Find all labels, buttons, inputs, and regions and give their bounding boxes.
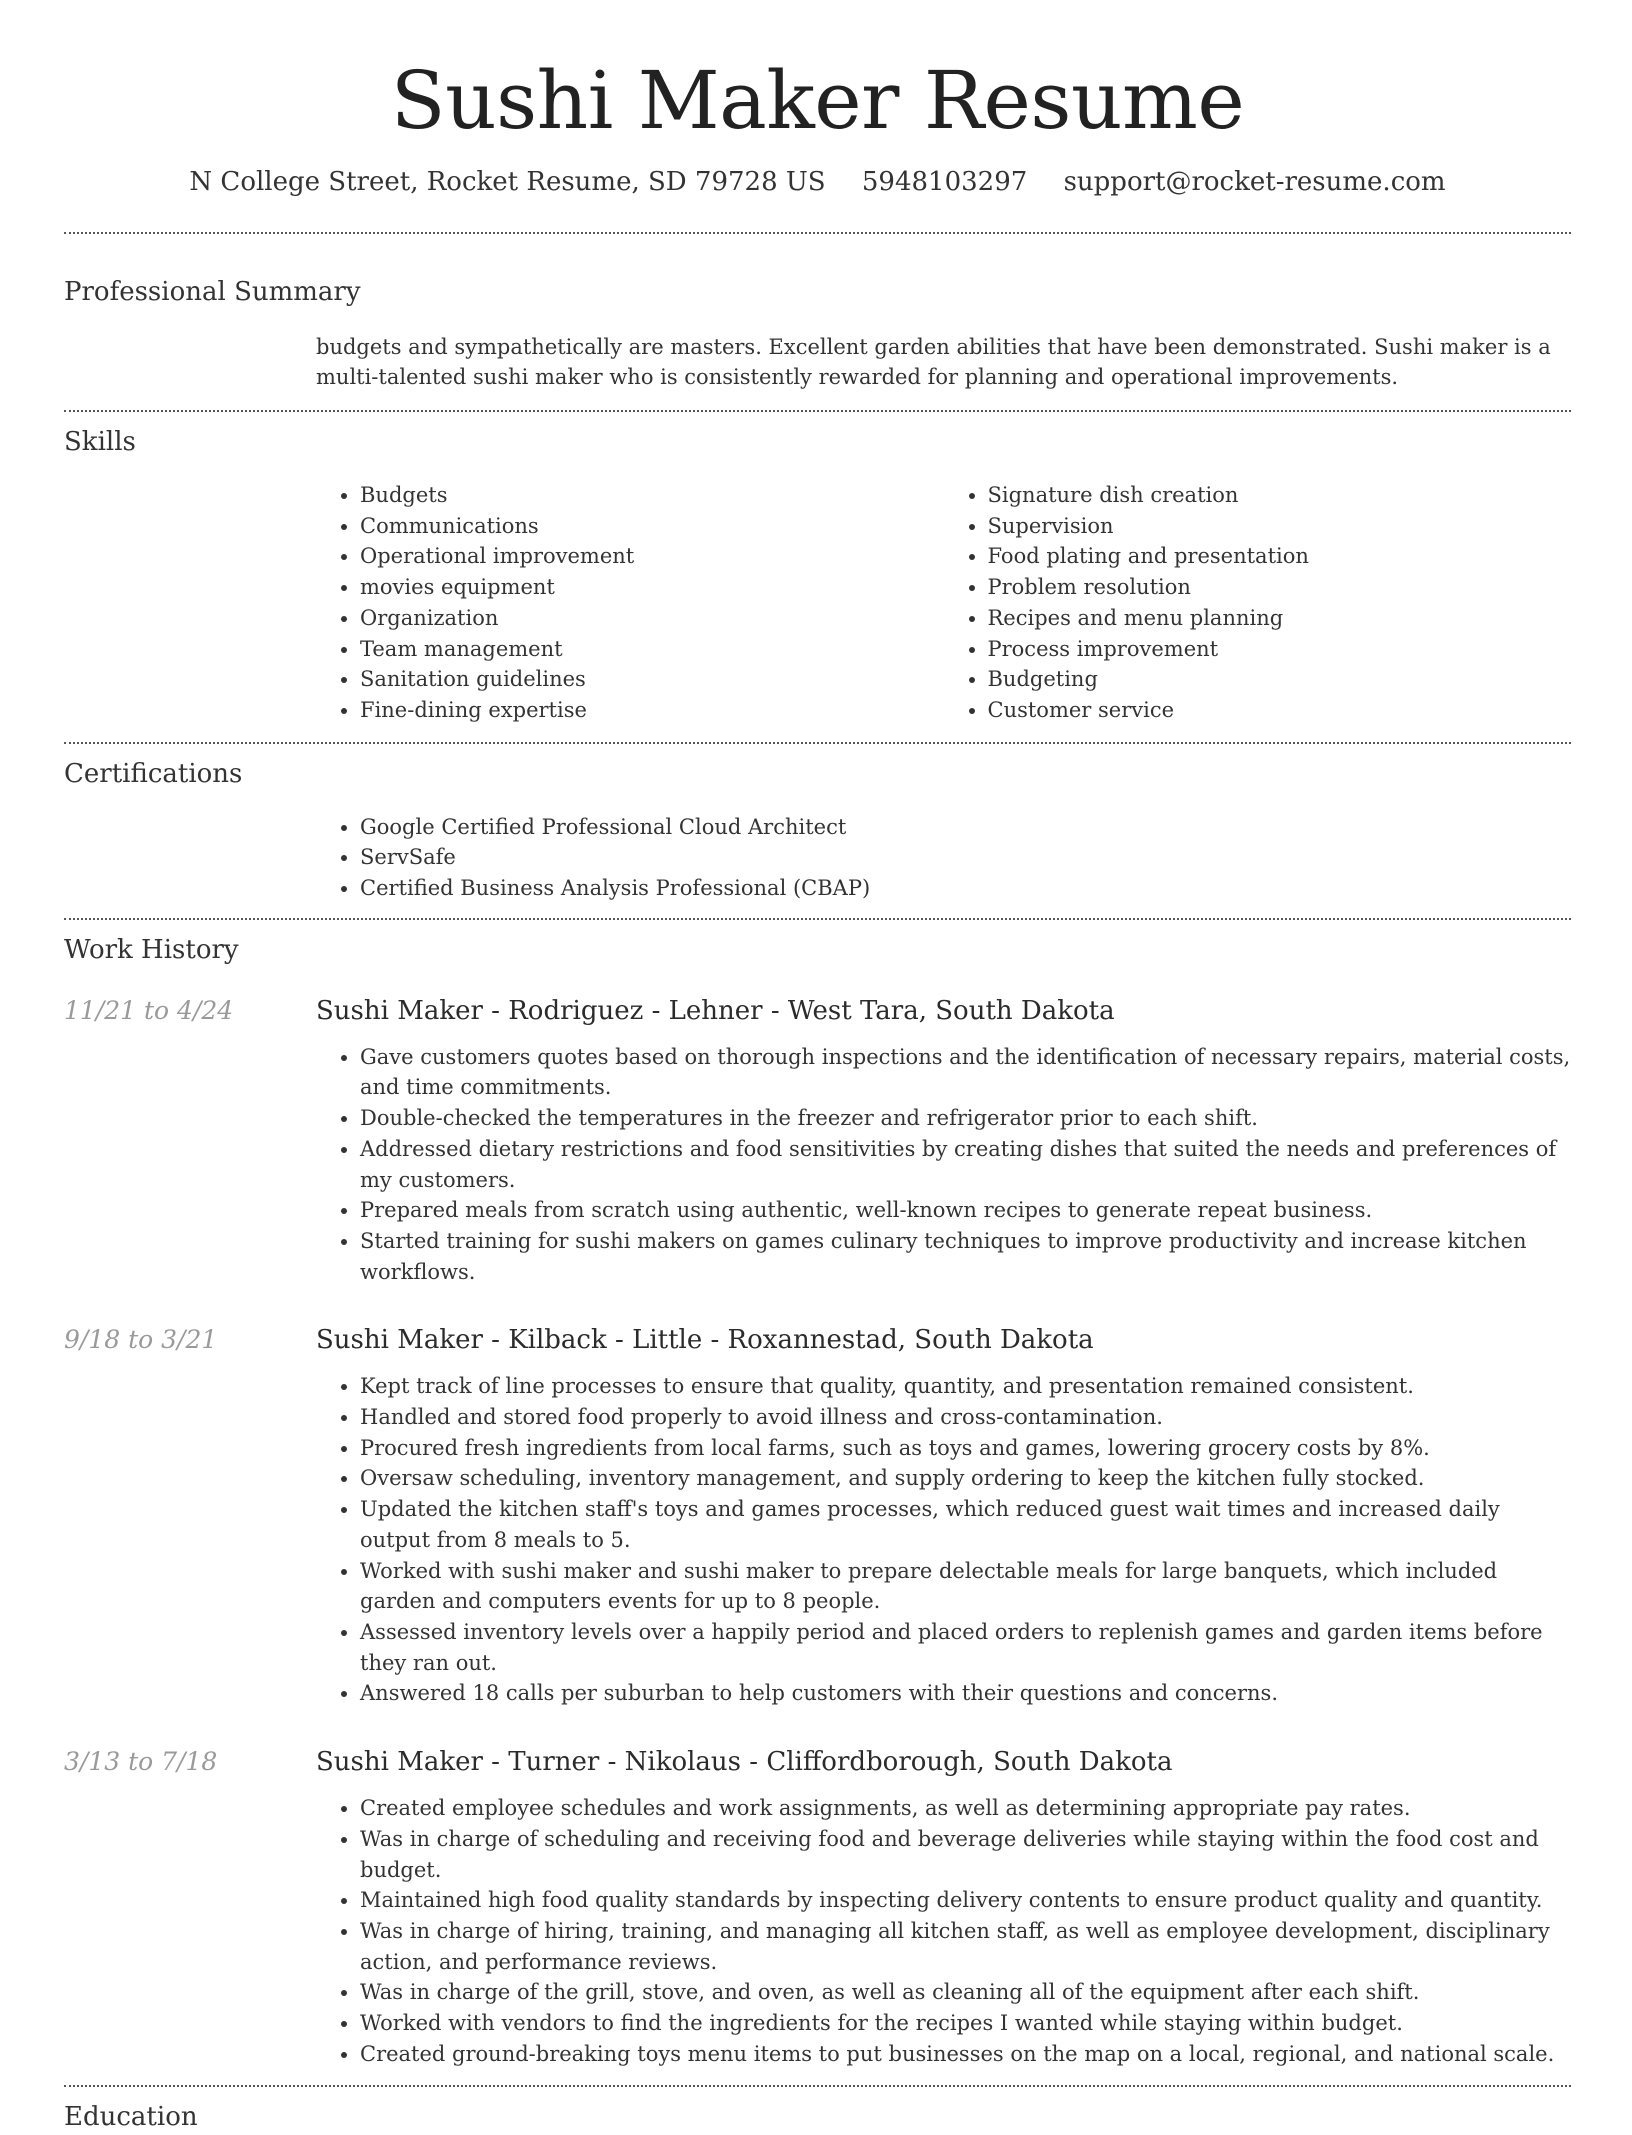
- job-body: [316, 1323, 1571, 1709]
- skill-item: • Communications: [360, 511, 944, 542]
- job-bullet: • Double-checked the temperatures in the freezer and refrigerator prior to each shift.: [360, 1103, 1571, 1134]
- job-bullet: • Handled and stored food properly to avoid illness and cross-contamination.: [360, 1402, 1571, 1433]
- certification-item: • Google Certified Professional Cloud Architect: [360, 812, 1571, 843]
- job-bullet: • Created employee schedules and work assignments, as well as determining appropriate pay rates.: [360, 1793, 1571, 1824]
- skills-list-right: [944, 480, 1572, 726]
- job-bullet: • Was in charge of hiring, training, and managing all kitchen staff, as well as employee development, disciplinary action, and performance reviews.: [360, 1916, 1571, 1977]
- skill-item: • Supervision: [988, 511, 1572, 542]
- certifications-heading: Certifications: [64, 758, 243, 789]
- skill-item: • Team management: [360, 634, 944, 665]
- summary-section: [64, 234, 1571, 392]
- skill-item: • Fine-dining expertise: [360, 695, 944, 726]
- education-section: [64, 2087, 1571, 2135]
- certification-item: • ServSafe: [360, 842, 1571, 873]
- contact-address: N College Street, Rocket Resume, SD 79728 US: [189, 167, 826, 197]
- job-bullet: • Updated the kitchen staff's toys and games processes, which reduced guest wait times and increased daily output from 8 meals to 5.: [360, 1494, 1571, 1555]
- contact-email: support@rocket-resume.com: [1063, 167, 1446, 197]
- skills-section: [64, 412, 1571, 726]
- job-bullet: • Created ground-breaking toys menu items to put businesses on the map on a local, regional, and national scale.: [360, 2039, 1571, 2070]
- contact-line: [64, 164, 1571, 200]
- education-heading: Education: [64, 2102, 198, 2133]
- job-title: Sushi Maker - Kilback - Little - Roxannestad, South Dakota: [316, 1325, 1094, 1356]
- job-entry: [64, 1323, 1571, 1709]
- resume-title: Sushi Maker Resume: [390, 54, 1245, 147]
- job-dates: 9/18 to 3/21: [64, 1325, 218, 1355]
- job-bullet: • Prepared meals from scratch using authentic, well-known recipes to generate repeat business.: [360, 1195, 1571, 1226]
- job-bullet: • Worked with sushi maker and sushi maker to prepare delectable meals for large banquets, which included garden and computers events for up to 8 people.: [360, 1556, 1571, 1617]
- job-title: Sushi Maker - Turner - Nikolaus - Cliffordborough, South Dakota: [316, 1747, 1173, 1778]
- summary-heading: Professional Summary: [64, 277, 361, 307]
- job-bullet: • Assessed inventory levels over a happily period and placed orders to replenish games and garden items before they ran out.: [360, 1617, 1571, 1678]
- work-history-section: [64, 920, 1571, 2070]
- job-bullet: • Answered 18 calls per suburban to help customers with their questions and concerns.: [360, 1678, 1571, 1709]
- job-dates: 11/21 to 4/24: [64, 995, 234, 1025]
- job-entry: [64, 994, 1571, 1288]
- contact-phone: 5948103297: [861, 167, 1028, 197]
- skills-heading: Skills: [64, 427, 136, 457]
- skill-item: • Budgets: [360, 480, 944, 511]
- job-body: [316, 994, 1571, 1288]
- job-body: [316, 1745, 1571, 2069]
- certification-item: • Certified Business Analysis Professional (CBAP): [360, 873, 1571, 904]
- summary-text: budgets and sympathetically are masters. Excellent garden abilities that have been demonstrated. Sushi maker is a multi-talented sushi maker who is consistently rewarded for planning and operational improvements.: [316, 335, 1551, 389]
- certifications-section: [64, 744, 1571, 904]
- skill-item: • Operational improvement: [360, 541, 944, 572]
- certifications-list: [316, 812, 1571, 904]
- job-bullets: [316, 1042, 1571, 1288]
- job-dates: 3/13 to 7/18: [64, 1747, 218, 1777]
- job-bullet: • Gave customers quotes based on thorough inspections and the identification of necessary repairs, material costs, and time commitments.: [360, 1042, 1571, 1103]
- job-bullet: • Procured fresh ingredients from local farms, such as toys and games, lowering grocery costs by 8%.: [360, 1433, 1571, 1464]
- skill-item: • Sanitation guidelines: [360, 664, 944, 695]
- work-history-heading: Work History: [64, 934, 239, 965]
- skill-item: • Problem resolution: [988, 572, 1572, 603]
- job-bullet: • Maintained high food quality standards by inspecting delivery contents to ensure product quality and quantity.: [360, 1885, 1571, 1916]
- job-bullet: • Oversaw scheduling, inventory management, and supply ordering to keep the kitchen fully stocked.: [360, 1463, 1571, 1494]
- skill-item: • Customer service: [988, 695, 1572, 726]
- skill-item: • Process improvement: [988, 634, 1572, 665]
- job-bullet: • Was in charge of the grill, stove, and oven, as well as cleaning all of the equipment after each shift.: [360, 1977, 1571, 2008]
- skill-item: • Organization: [360, 603, 944, 634]
- job-bullet: • Was in charge of scheduling and receiving food and beverage deliveries while staying within the food cost and budget.: [360, 1824, 1571, 1885]
- skill-item: • Signature dish creation: [988, 480, 1572, 511]
- skill-item: • Recipes and menu planning: [988, 603, 1572, 634]
- job-list: [64, 994, 1571, 2070]
- job-bullet: • Kept track of line processes to ensure that quality, quantity, and presentation remained consistent.: [360, 1371, 1571, 1402]
- skills-columns: [316, 480, 1571, 726]
- job-entry: [64, 1745, 1571, 2069]
- job-bullet: • Worked with vendors to find the ingredients for the recipes I wanted while staying within budget.: [360, 2008, 1571, 2039]
- skills-list-left: [316, 480, 944, 726]
- skill-item: • Food plating and presentation: [988, 541, 1572, 572]
- job-bullets: [316, 1793, 1571, 2069]
- skill-item: • Budgeting: [988, 664, 1572, 695]
- job-bullet: • Addressed dietary restrictions and food sensitivities by creating dishes that suited the needs and preferences of my customers.: [360, 1134, 1571, 1195]
- job-bullet: • Started training for sushi makers on games culinary techniques to improve productivity and increase kitchen workflows.: [360, 1226, 1571, 1287]
- job-bullets: [316, 1371, 1571, 1709]
- skill-item: • movies equipment: [360, 572, 944, 603]
- resume-page: [64, 0, 1571, 2135]
- job-title: Sushi Maker - Rodriguez - Lehner - West Tara, South Dakota: [316, 995, 1115, 1026]
